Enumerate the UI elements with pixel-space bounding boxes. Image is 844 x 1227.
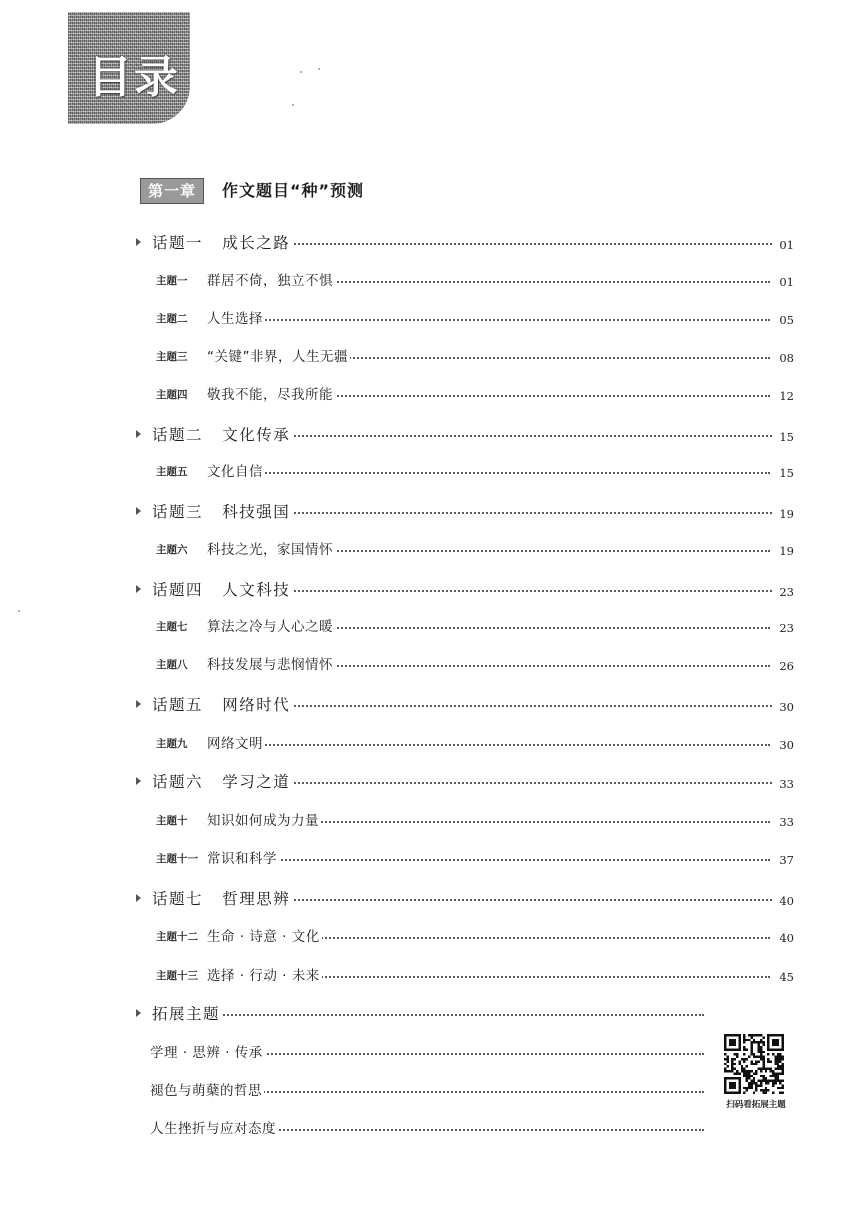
topic-title: 成长之路 <box>222 234 291 252</box>
triangle-bullet-icon <box>136 700 141 708</box>
subtopic-label: 主题十三 <box>156 970 198 982</box>
toc-topic-heading <box>152 232 292 254</box>
triangle-bullet-icon <box>136 585 141 593</box>
page-number: 01 <box>779 275 794 289</box>
corner-title-block <box>68 12 190 124</box>
page-number: 30 <box>779 700 794 714</box>
dotted-leader <box>262 281 770 283</box>
extension-item-row[interactable] <box>0 1118 844 1146</box>
dotted-leader <box>290 782 772 784</box>
toc-topic-row[interactable] <box>0 888 844 916</box>
dotted-leader <box>262 976 770 978</box>
toc-topic-row[interactable] <box>0 232 844 260</box>
page-number: 15 <box>779 466 794 480</box>
toc-subtopic-row[interactable] <box>0 539 844 567</box>
dotted-leader <box>262 319 770 321</box>
page-number: 05 <box>779 313 794 327</box>
topic-label: 话题七 <box>152 890 204 908</box>
toc-subtopic-row[interactable] <box>0 308 844 336</box>
chapter-title: 作文题目“种”预测 <box>222 181 365 200</box>
scan-speck <box>18 610 20 612</box>
subtopic-label: 主题九 <box>156 738 188 750</box>
dotted-leader <box>262 627 770 629</box>
toc-topic-row[interactable] <box>0 424 844 452</box>
topic-label: 话题四 <box>152 581 204 599</box>
dotted-leader <box>262 821 770 823</box>
chapter-header <box>140 176 540 206</box>
subtopic-label: 主题十一 <box>156 853 198 865</box>
subtopic-title: 常识和科学 <box>207 848 279 870</box>
chapter-tag: 第一章 <box>140 178 204 204</box>
page-number: 37 <box>779 853 794 867</box>
subtopic-label: 主题三 <box>156 351 188 363</box>
subtopic-title: 生命 · 诗意 · 文化 <box>207 926 322 948</box>
subtopic-title: 科技之光，家国情怀 <box>207 539 335 561</box>
topic-label: 话题五 <box>152 696 204 714</box>
toc-topic-heading <box>152 771 292 793</box>
qr-caption: 扫码看拓展主题 <box>726 1100 786 1110</box>
page-number: 40 <box>779 931 794 945</box>
dotted-leader <box>262 550 770 552</box>
toc-subtopic-row[interactable] <box>0 654 844 682</box>
subtopic-label: 主题七 <box>156 621 188 633</box>
page-number: 19 <box>779 507 794 521</box>
toc-topic-heading <box>152 694 292 716</box>
toc-topic-row[interactable] <box>0 771 844 799</box>
subtopic-title: 人生选择 <box>207 308 265 330</box>
triangle-bullet-icon <box>136 507 141 515</box>
toc-subtopic-row[interactable] <box>0 810 844 838</box>
dotted-leader <box>262 665 770 667</box>
subtopic-title: 敬我不能，尽我所能 <box>207 384 335 406</box>
dotted-leader <box>290 590 772 592</box>
subtopic-title: 知识如何成为力量 <box>207 810 321 832</box>
triangle-bullet-icon <box>136 1009 141 1017</box>
page-number: 40 <box>779 894 794 908</box>
extension-item-title: 学理 · 思辨 · 传承 <box>150 1042 265 1064</box>
triangle-bullet-icon <box>136 430 141 438</box>
page-number: 15 <box>779 430 794 444</box>
page-number: 08 <box>779 351 794 365</box>
subtopic-label: 主题八 <box>156 659 188 671</box>
toc-subtopic-row[interactable] <box>0 848 844 876</box>
subtopic-label: 主题二 <box>156 313 188 325</box>
subtopic-label: 主题四 <box>156 389 188 401</box>
toc-subtopic-row[interactable] <box>0 926 844 954</box>
toc-topic-heading <box>152 888 292 910</box>
page-number: 23 <box>779 621 794 635</box>
topic-title: 哲理思辨 <box>222 890 291 908</box>
qr-code-icon <box>724 1034 784 1094</box>
dotted-leader <box>262 744 770 746</box>
dotted-leader <box>290 899 772 901</box>
extension-heading: 拓展主题 <box>152 1005 221 1023</box>
toc-subtopic-row[interactable] <box>0 384 844 412</box>
contents-heading: 目录 <box>88 52 180 103</box>
subtopic-label: 主题十二 <box>156 931 198 943</box>
dotted-leader <box>262 395 770 397</box>
page-number: 33 <box>779 815 794 829</box>
extension-item-row[interactable] <box>0 1042 844 1070</box>
subtopic-title: 文化自信 <box>207 461 265 483</box>
toc-topic-heading <box>152 501 292 523</box>
triangle-bullet-icon <box>136 238 141 246</box>
page-number: 45 <box>779 970 794 984</box>
toc-topic-heading <box>152 424 292 446</box>
subtopic-title: 科技发展与悲悯情怀 <box>207 654 335 676</box>
toc-topic-row[interactable] <box>0 694 844 722</box>
dotted-leader <box>290 435 772 437</box>
extension-item-title: 人生挫折与应对态度 <box>150 1118 278 1140</box>
dotted-leader <box>290 243 772 245</box>
dotted-leader <box>290 705 772 707</box>
topic-label: 话题一 <box>152 234 204 252</box>
toc-topic-row[interactable] <box>0 501 844 529</box>
dotted-leader <box>290 512 772 514</box>
dotted-leader <box>240 1053 704 1055</box>
dotted-leader <box>262 472 770 474</box>
page-number: 30 <box>779 738 794 752</box>
subtopic-title: 算法之冷与人心之暖 <box>207 616 335 638</box>
toc-subtopic-row[interactable] <box>0 346 844 374</box>
toc-topic-row[interactable] <box>0 579 844 607</box>
toc-extension-row[interactable] <box>0 1003 844 1031</box>
toc-topic-heading <box>152 579 292 601</box>
dotted-leader <box>240 1091 704 1093</box>
subtopic-label: 主题一 <box>156 275 188 287</box>
triangle-bullet-icon <box>136 777 141 785</box>
topic-label: 话题二 <box>152 426 204 444</box>
subtopic-label: 主题六 <box>156 544 188 556</box>
toc-subtopic-row[interactable] <box>0 733 844 761</box>
subtopic-title: 群居不倚，独立不惧 <box>207 270 335 292</box>
page-number: 26 <box>779 659 794 673</box>
topic-label: 话题六 <box>152 773 204 791</box>
scan-speck <box>300 71 302 73</box>
topic-title: 科技强国 <box>222 503 291 521</box>
topic-title: 学习之道 <box>222 773 291 791</box>
toc-subtopic-row[interactable] <box>0 461 844 489</box>
page-number: 23 <box>779 585 794 599</box>
toc-subtopic-row[interactable] <box>0 270 844 298</box>
topic-label: 话题三 <box>152 503 204 521</box>
page-number: 33 <box>779 777 794 791</box>
toc-subtopic-row[interactable] <box>0 616 844 644</box>
topic-title: 网络时代 <box>222 696 291 714</box>
subtopic-title: 选择 · 行动 · 未来 <box>207 965 322 987</box>
topic-title: 人文科技 <box>222 581 291 599</box>
dotted-leader <box>220 1014 704 1016</box>
extension-item-title: 褪色与萌蘖的哲思 <box>150 1080 264 1102</box>
subtopic-title: “关键”非界，人生无疆 <box>207 346 350 368</box>
page-number: 12 <box>779 389 794 403</box>
page-number: 01 <box>779 238 794 252</box>
scan-speck <box>292 104 294 106</box>
dotted-leader <box>262 937 770 939</box>
subtopic-title: 网络文明 <box>207 733 265 755</box>
subtopic-label: 主题五 <box>156 466 188 478</box>
page-number: 19 <box>779 544 794 558</box>
topic-title: 文化传承 <box>222 426 291 444</box>
scan-speck <box>318 68 320 70</box>
toc-subtopic-row[interactable] <box>0 965 844 993</box>
dotted-leader <box>262 859 770 861</box>
subtopic-label: 主题十 <box>156 815 188 827</box>
triangle-bullet-icon <box>136 894 141 902</box>
dotted-leader <box>240 1129 704 1131</box>
